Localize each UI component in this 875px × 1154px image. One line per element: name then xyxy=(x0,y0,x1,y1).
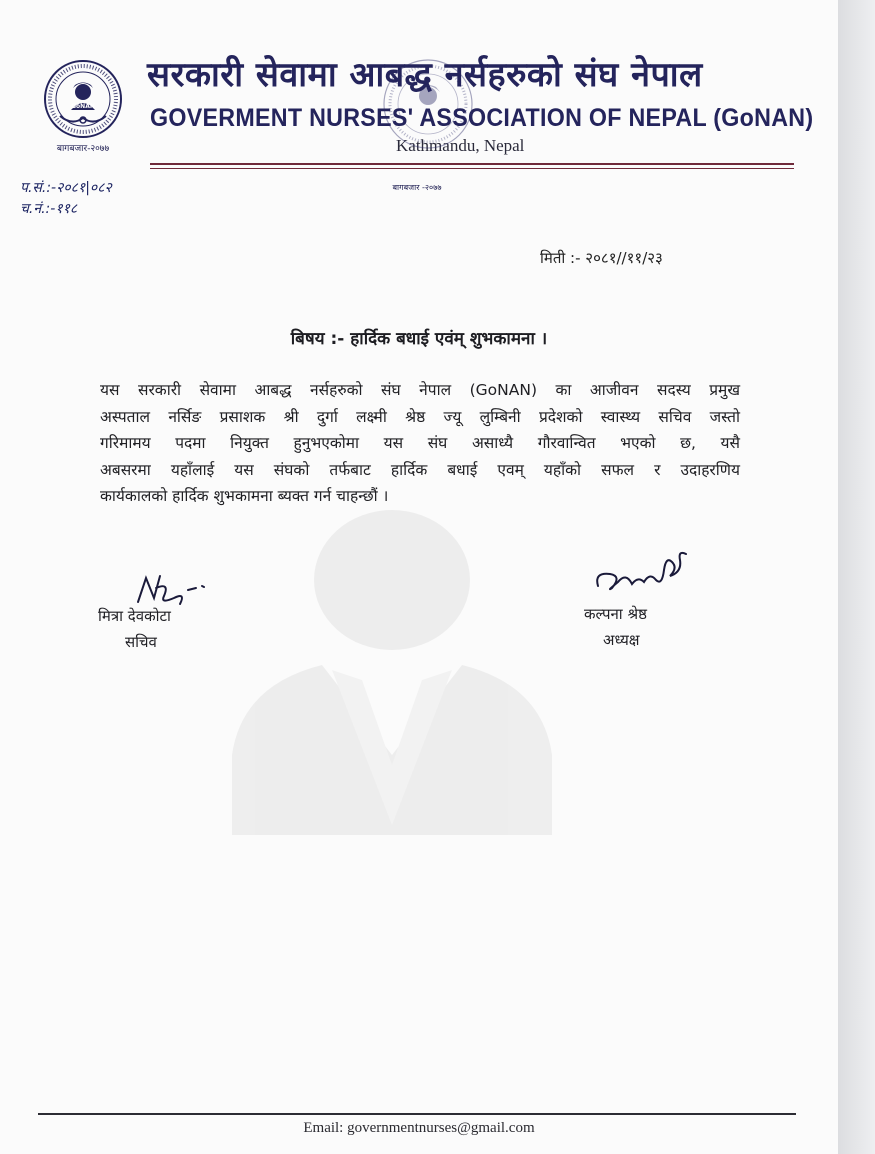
president-title: अध्यक्ष xyxy=(603,631,640,649)
header-rule-bottom xyxy=(150,168,794,169)
background-edge xyxy=(838,0,875,1154)
seal-year-label: बागबजार-२०७७ xyxy=(56,144,110,154)
association-seal-logo xyxy=(42,58,124,140)
body-line: गरिमामय पदमा नियुक्त हुनुभएकोमा यस संघ असाध्यै गौरवान्वित भएको छ, यसै xyxy=(100,434,740,452)
president-signature xyxy=(592,542,692,598)
secretary-title: सचिव xyxy=(125,633,157,651)
body-line: यस सरकारी सेवामा आबद्ध नर्सहरुको संघ नेपाल (GoNAN) का आजीवन सदस्य प्रमुख xyxy=(100,381,740,399)
letter-date: मिती :- २०८१//११/२३ xyxy=(540,249,663,267)
secretary-name: मित्रा देवकोटा xyxy=(98,607,171,625)
letter-body xyxy=(100,378,740,511)
footer-email: Email: governmentnurses@gmail.com xyxy=(303,1120,535,1136)
nurse-watermark xyxy=(222,505,562,835)
svg-text:GoNAN: GoNAN xyxy=(71,103,95,110)
organization-name-nepali: सरकारी सेवामा आबद्ध नर्सहरुको संघ नेपाल xyxy=(147,55,703,95)
body-line: अबसरमा यहाँलाई यस संघको तर्फबाट हार्दिक बधाई एवम् यहाँको सफल र उदाहरणिय xyxy=(100,460,740,479)
footer-rule xyxy=(38,1113,796,1115)
organization-name-english: GOVERMENT NURSES' ASSOCIATION OF NEPAL (GoNAN) xyxy=(150,104,814,132)
letter-subject: बिषय :- हार्दिक बधाई एवंम् शुभकामना । xyxy=(290,329,548,349)
dispatch-number: च.नं.:-११८ xyxy=(20,201,78,217)
letter-reference-number: प.सं.:-२०८१|०८२ xyxy=(20,180,112,196)
body-line: कार्यकालको हार्दिक शुभकामना ब्यक्त गर्न चाहन्छौं । xyxy=(100,487,389,505)
body-line: अस्पताल नर्सिङ प्रसाशक श्री दुर्गा लक्ष्मी श्रेष्ठ ज्यू लुम्बिनी प्रदेशको स्वास्थ्य सचिव जस्तो xyxy=(100,407,740,426)
stamp-year-label: बागबजार -२०७७ xyxy=(392,183,442,192)
president-name: कल्पना श्रेष्ठ xyxy=(584,605,647,623)
organization-address: Kathmandu, Nepal xyxy=(396,136,525,155)
header-rule-top xyxy=(150,163,794,165)
official-stamp xyxy=(378,54,478,154)
secretary-signature xyxy=(130,568,214,610)
